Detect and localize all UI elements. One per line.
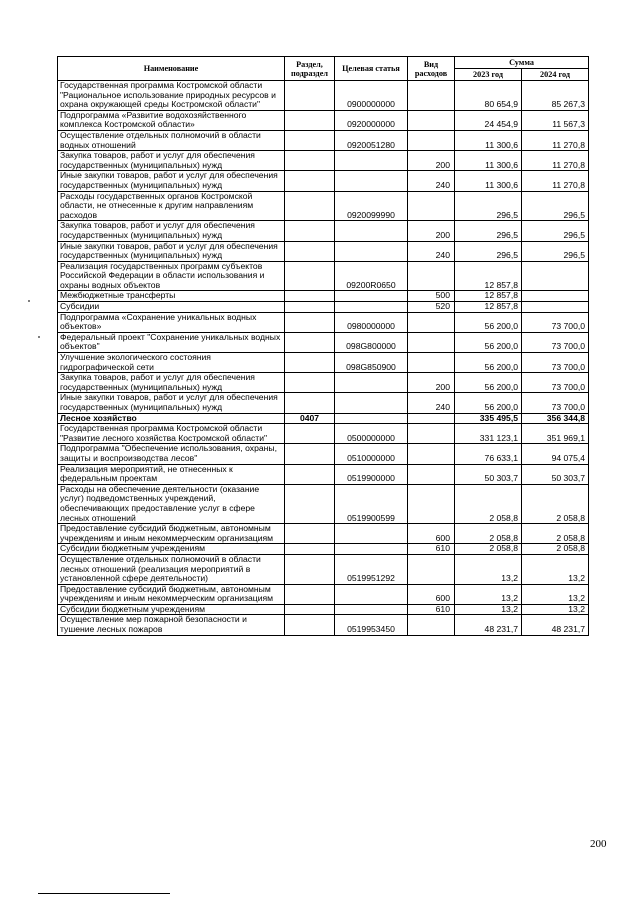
cell-2023: 296,5 — [455, 241, 522, 261]
cell-target — [335, 544, 408, 555]
cell-name: Осуществление отдельных полномочий в области лесных отношений (реализация мероприятий в установленной сфере деятельности) — [58, 554, 285, 584]
cell-section — [285, 615, 335, 635]
cell-target — [335, 524, 408, 544]
cell-2024: 85 267,3 — [522, 81, 589, 111]
cell-name: Государственная программа Костромской области "Развитие лесного хозяйства Костромской области" — [58, 424, 285, 444]
table-row — [58, 110, 589, 130]
header-target: Целевая статья — [335, 57, 408, 81]
cell-type — [408, 424, 455, 444]
cell-name: Федеральный проект "Сохранение уникальных водных объектов" — [58, 332, 285, 352]
table-row — [58, 221, 589, 241]
cell-section — [285, 241, 335, 261]
cell-2024: 13,2 — [522, 584, 589, 604]
cell-2024: 351 969,1 — [522, 424, 589, 444]
table-row — [58, 584, 589, 604]
table-row — [58, 373, 589, 393]
cell-name: Закупка товаров, работ и услуг для обеспечения государственных (муниципальных) нужд — [58, 151, 285, 171]
cell-2023: 80 654,9 — [455, 81, 522, 111]
cell-section — [285, 464, 335, 484]
cell-target: 0519900000 — [335, 464, 408, 484]
cell-2023: 56 200,0 — [455, 373, 522, 393]
table-row — [58, 241, 589, 261]
table-row — [58, 484, 589, 523]
cell-2023: 11 300,6 — [455, 130, 522, 150]
table-row — [58, 81, 589, 111]
cell-2023: 56 200,0 — [455, 393, 522, 413]
cell-type — [408, 444, 455, 464]
cell-2024: 94 075,4 — [522, 444, 589, 464]
cell-target — [335, 393, 408, 413]
cell-2023: 2 058,8 — [455, 544, 522, 555]
cell-name: Субсидии бюджетным учреждениям — [58, 544, 285, 555]
cell-section — [285, 424, 335, 444]
table-row — [58, 191, 589, 221]
cell-type — [408, 81, 455, 111]
cell-target: 0500000000 — [335, 424, 408, 444]
cell-2024: 356 344,8 — [522, 413, 589, 424]
cell-name: Предоставление субсидий бюджетным, автономным учреждениям и иным некоммерческим организациям — [58, 584, 285, 604]
cell-2023: 13,2 — [455, 554, 522, 584]
cell-2023: 56 200,0 — [455, 312, 522, 332]
cell-name: Расходы государственных органов Костромской области, не отнесенные к другим направлениям расходов — [58, 191, 285, 221]
cell-target: 098G800000 — [335, 332, 408, 352]
cell-2024: 73 700,0 — [522, 332, 589, 352]
cell-type: 520 — [408, 302, 455, 313]
cell-type: 600 — [408, 584, 455, 604]
cell-name: Подпрограмма "Обеспечение использования, охраны, защиты и воспроизводства лесов" — [58, 444, 285, 464]
cell-2024 — [522, 261, 589, 291]
cell-type: 240 — [408, 393, 455, 413]
cell-type: 240 — [408, 171, 455, 191]
cell-type — [408, 312, 455, 332]
table-row — [58, 261, 589, 291]
cell-2023: 331 123,1 — [455, 424, 522, 444]
table-row — [58, 554, 589, 584]
table-row — [58, 444, 589, 464]
cell-section — [285, 604, 335, 615]
cell-type: 610 — [408, 544, 455, 555]
cell-2024: 73 700,0 — [522, 373, 589, 393]
cell-type — [408, 130, 455, 150]
cell-2024: 13,2 — [522, 554, 589, 584]
cell-target — [335, 241, 408, 261]
cell-section — [285, 484, 335, 523]
cell-type — [408, 353, 455, 373]
cell-2024: 73 700,0 — [522, 312, 589, 332]
cell-2023: 296,5 — [455, 221, 522, 241]
budget-table — [57, 56, 589, 636]
cell-2023: 11 300,6 — [455, 151, 522, 171]
cell-2023: 296,5 — [455, 191, 522, 221]
cell-name: Иные закупки товаров, работ и услуг для обеспечения государственных (муниципальных) нужд — [58, 171, 285, 191]
cell-2024 — [522, 291, 589, 302]
table-row — [58, 302, 589, 313]
cell-section — [285, 81, 335, 111]
scan-speck — [38, 336, 40, 338]
cell-name: Государственная программа Костромской области "Рациональное использование природных ресурсов и охрана окружающей среды Костромской области" — [58, 81, 285, 111]
cell-2023: 76 633,1 — [455, 444, 522, 464]
cell-type: 600 — [408, 524, 455, 544]
cell-name: Предоставление субсидий бюджетным, автономным учреждениям и иным некоммерческим организациям — [58, 524, 285, 544]
cell-type — [408, 464, 455, 484]
cell-2024: 11 270,8 — [522, 130, 589, 150]
cell-target — [335, 151, 408, 171]
table-row — [58, 615, 589, 635]
cell-section — [285, 151, 335, 171]
cell-target — [335, 302, 408, 313]
cell-name: Субсидии бюджетным учреждениям — [58, 604, 285, 615]
cell-2023: 24 454,9 — [455, 110, 522, 130]
cell-section — [285, 191, 335, 221]
cell-2024: 296,5 — [522, 221, 589, 241]
cell-target: 0920051280 — [335, 130, 408, 150]
cell-section: 0407 — [285, 413, 335, 424]
cell-2024: 48 231,7 — [522, 615, 589, 635]
cell-2024: 13,2 — [522, 604, 589, 615]
cell-name: Закупка товаров, работ и услуг для обеспечения государственных (муниципальных) нужд — [58, 373, 285, 393]
cell-2023: 12 857,8 — [455, 291, 522, 302]
table-row — [58, 424, 589, 444]
cell-2023: 56 200,0 — [455, 332, 522, 352]
cell-name: Лесное хозяйство — [58, 413, 285, 424]
header-2024: 2024 год — [522, 69, 589, 81]
cell-target: 09200R0650 — [335, 261, 408, 291]
cell-name: Иные закупки товаров, работ и услуг для обеспечения государственных (муниципальных) нужд — [58, 241, 285, 261]
header-type: Вид расходов — [408, 57, 455, 81]
cell-2023: 50 303,7 — [455, 464, 522, 484]
table-row — [58, 413, 589, 424]
cell-section — [285, 130, 335, 150]
cell-name: Иные закупки товаров, работ и услуг для обеспечения государственных (муниципальных) нужд — [58, 393, 285, 413]
cell-type — [408, 615, 455, 635]
cell-section — [285, 554, 335, 584]
cell-section — [285, 110, 335, 130]
cell-target: 0519953450 — [335, 615, 408, 635]
table-row — [58, 130, 589, 150]
cell-section — [285, 373, 335, 393]
cell-2023: 2 058,8 — [455, 524, 522, 544]
header-2023: 2023 год — [455, 69, 522, 81]
cell-name: Закупка товаров, работ и услуг для обеспечения государственных (муниципальных) нужд — [58, 221, 285, 241]
table-row — [58, 544, 589, 555]
cell-target: 0519900599 — [335, 484, 408, 523]
cell-target — [335, 413, 408, 424]
cell-type — [408, 110, 455, 130]
cell-2024: 2 058,8 — [522, 484, 589, 523]
cell-section — [285, 171, 335, 191]
cell-type: 200 — [408, 221, 455, 241]
cell-type — [408, 413, 455, 424]
cell-type — [408, 554, 455, 584]
cell-section — [285, 291, 335, 302]
table-row — [58, 151, 589, 171]
cell-type: 500 — [408, 291, 455, 302]
cell-type — [408, 261, 455, 291]
cell-type: 240 — [408, 241, 455, 261]
cell-2023: 11 300,6 — [455, 171, 522, 191]
table-row — [58, 524, 589, 544]
header-name: Наименование — [58, 57, 285, 81]
cell-target: 0980000000 — [335, 312, 408, 332]
page-number: 200 — [590, 838, 607, 850]
cell-2024: 11 567,3 — [522, 110, 589, 130]
cell-section — [285, 444, 335, 464]
footnote-divider — [38, 893, 170, 894]
cell-2024: 2 058,8 — [522, 524, 589, 544]
header-section: Раздел, подраздел — [285, 57, 335, 81]
cell-name: Осуществление отдельных полномочий в области водных отношений — [58, 130, 285, 150]
cell-2024: 73 700,0 — [522, 353, 589, 373]
cell-section — [285, 584, 335, 604]
cell-2023: 48 231,7 — [455, 615, 522, 635]
cell-target: 0519951292 — [335, 554, 408, 584]
cell-2024 — [522, 302, 589, 313]
cell-section — [285, 393, 335, 413]
cell-name: Подпрограмма «Сохранение уникальных водных объектов» — [58, 312, 285, 332]
header-sum: Сумма — [455, 57, 589, 69]
cell-target — [335, 171, 408, 191]
cell-name: Реализация мероприятий, не отнесенных к федеральным проектам — [58, 464, 285, 484]
cell-target: 0920099990 — [335, 191, 408, 221]
cell-name: Реализация государственных программ субъектов Российской Федерации в области использования и охраны водных объектов — [58, 261, 285, 291]
cell-target: 0510000000 — [335, 444, 408, 464]
cell-2024: 296,5 — [522, 241, 589, 261]
table-body — [58, 81, 589, 636]
cell-section — [285, 261, 335, 291]
cell-2024: 2 058,8 — [522, 544, 589, 555]
cell-2024: 11 270,8 — [522, 171, 589, 191]
cell-target: 0900000000 — [335, 81, 408, 111]
cell-type: 610 — [408, 604, 455, 615]
table-row — [58, 171, 589, 191]
cell-2023: 13,2 — [455, 584, 522, 604]
cell-section — [285, 544, 335, 555]
cell-2024: 296,5 — [522, 191, 589, 221]
cell-2023: 56 200,0 — [455, 353, 522, 373]
cell-section — [285, 332, 335, 352]
cell-section — [285, 353, 335, 373]
cell-name: Подпрограмма «Развитие водохозяйственного комплекса Костромской области» — [58, 110, 285, 130]
cell-2023: 335 495,5 — [455, 413, 522, 424]
cell-type — [408, 332, 455, 352]
cell-section — [285, 524, 335, 544]
cell-target — [335, 604, 408, 615]
cell-type — [408, 191, 455, 221]
cell-target — [335, 291, 408, 302]
table-row — [58, 332, 589, 352]
cell-type: 200 — [408, 373, 455, 393]
table-row — [58, 393, 589, 413]
cell-section — [285, 302, 335, 313]
cell-target: 098G850900 — [335, 353, 408, 373]
cell-2024: 11 270,8 — [522, 151, 589, 171]
table-row — [58, 464, 589, 484]
cell-2024: 73 700,0 — [522, 393, 589, 413]
cell-2023: 2 058,8 — [455, 484, 522, 523]
table-row — [58, 312, 589, 332]
cell-target — [335, 373, 408, 393]
cell-2023: 12 857,8 — [455, 261, 522, 291]
scan-speck — [28, 300, 30, 302]
cell-section — [285, 312, 335, 332]
cell-name: Межбюджетные трансферты — [58, 291, 285, 302]
table-header — [58, 57, 589, 81]
cell-type — [408, 484, 455, 523]
cell-name: Улучшение экологического состояния гидрографической сети — [58, 353, 285, 373]
cell-name: Субсидии — [58, 302, 285, 313]
cell-target — [335, 221, 408, 241]
cell-target: 0920000000 — [335, 110, 408, 130]
cell-target — [335, 584, 408, 604]
cell-2023: 12 857,8 — [455, 302, 522, 313]
cell-section — [285, 221, 335, 241]
cell-2024: 50 303,7 — [522, 464, 589, 484]
cell-name: Осуществление мер пожарной безопасности и тушение лесных пожаров — [58, 615, 285, 635]
cell-type: 200 — [408, 151, 455, 171]
table-row — [58, 291, 589, 302]
cell-2023: 13,2 — [455, 604, 522, 615]
table-row — [58, 604, 589, 615]
cell-name: Расходы на обеспечение деятельности (оказание услуг) подведомственных учреждений, обеспечивающих предоставление услуг в сфере лесных отношений — [58, 484, 285, 523]
table-row — [58, 353, 589, 373]
